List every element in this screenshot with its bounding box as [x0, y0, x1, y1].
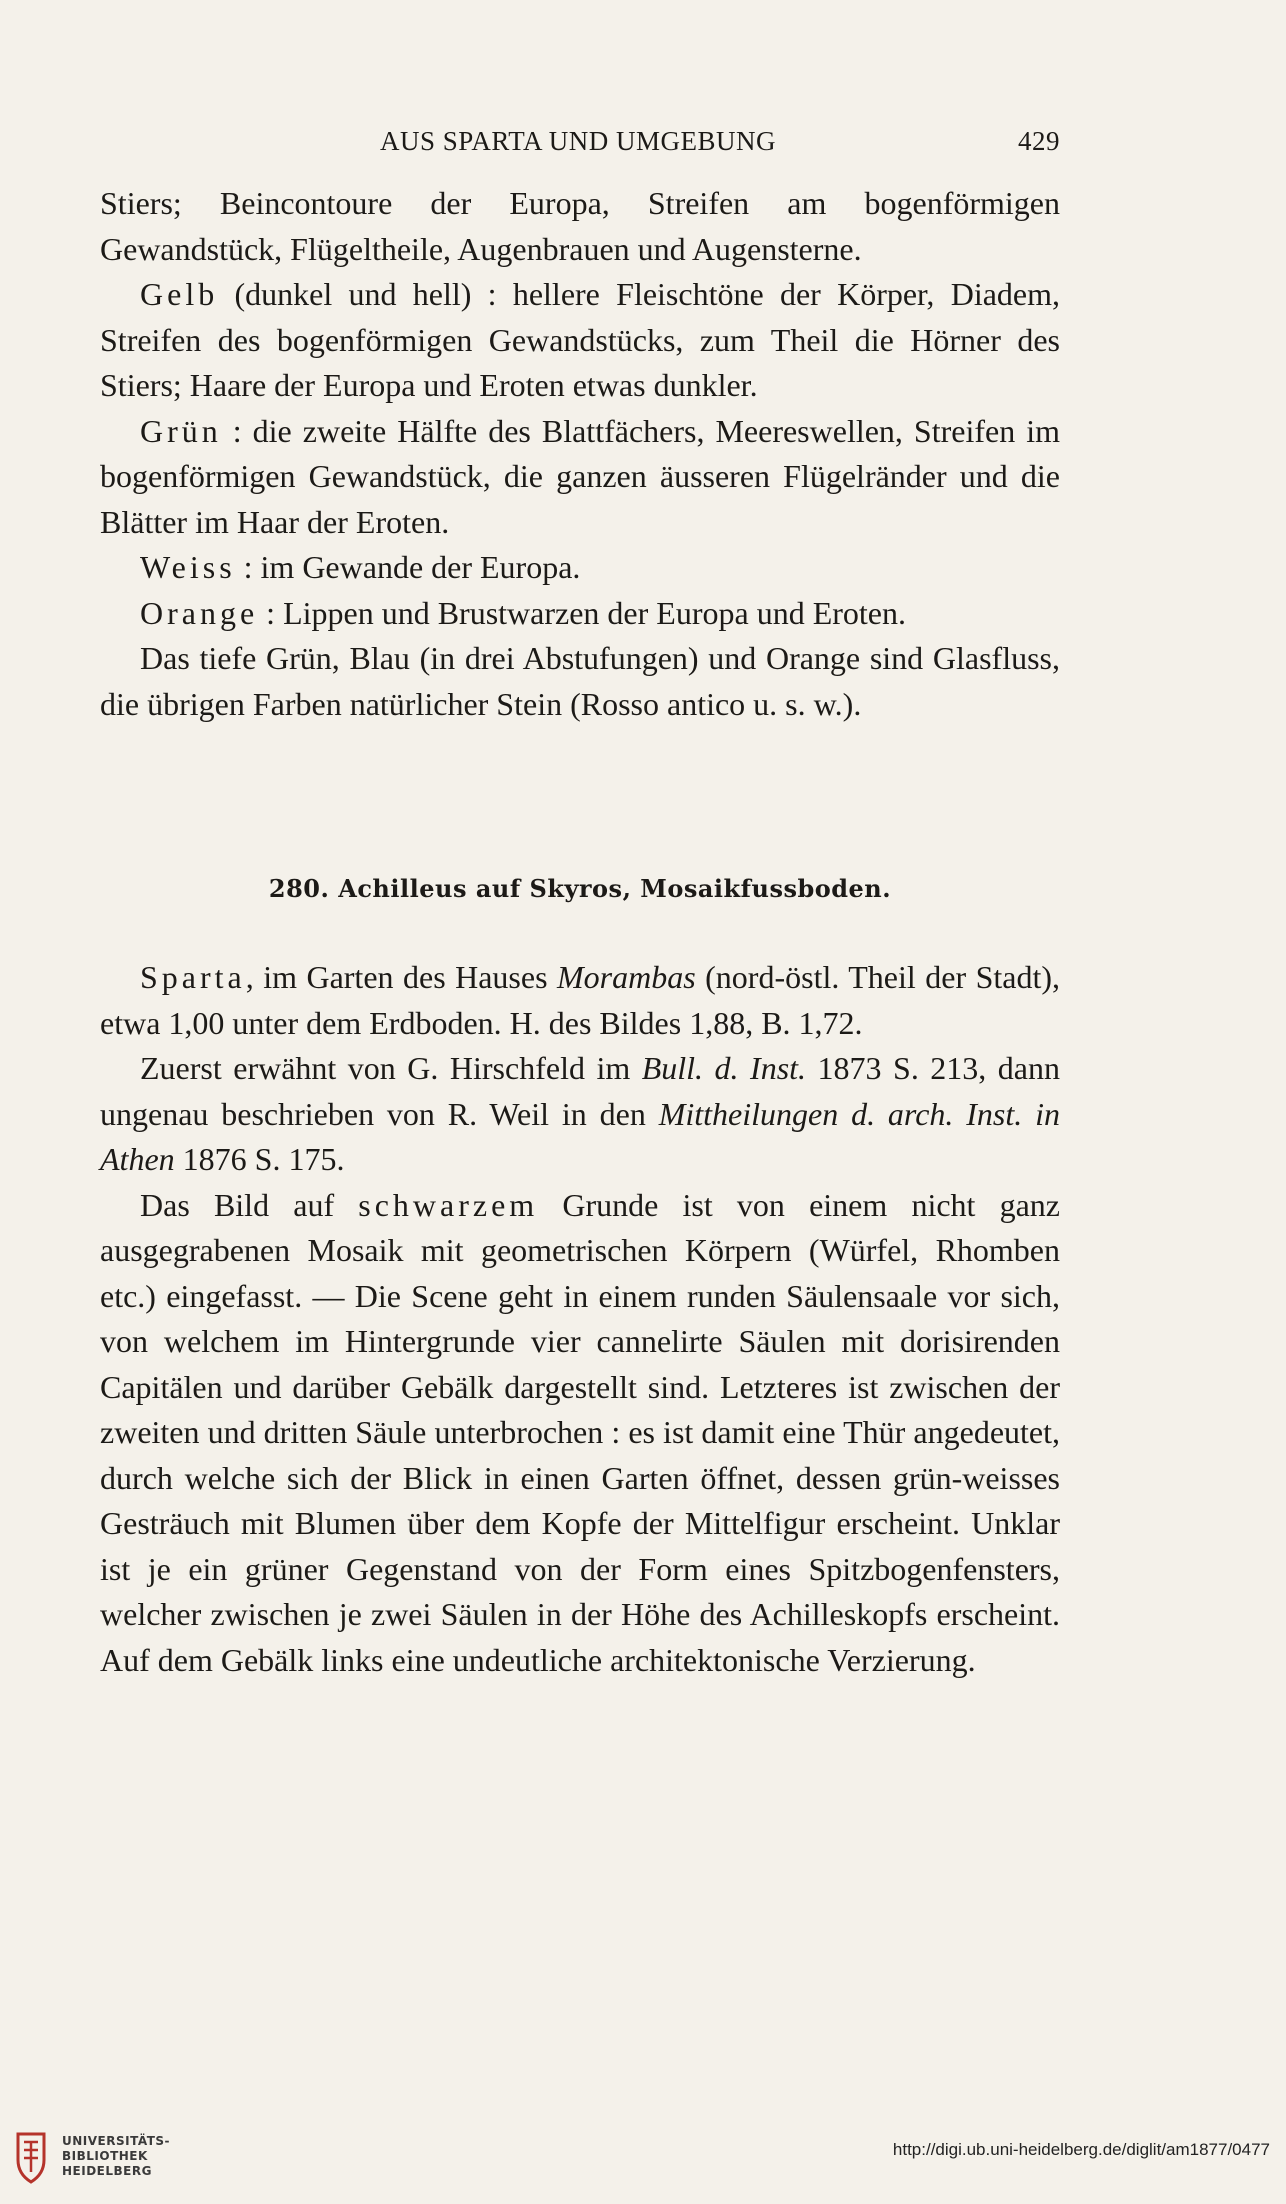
- color-term: Grün: [140, 412, 222, 449]
- italic-name: Morambas: [557, 959, 696, 995]
- paragraph: [100, 591, 1060, 637]
- running-head-title: AUS SPARTA UND UMGEBUNG: [380, 126, 777, 156]
- library-logo-icon: [14, 2130, 48, 2186]
- running-head: [100, 126, 1060, 166]
- paragraph-text: (nord-östl. Theil der Stadt), etwa 1,00 unter dem Erdboden. H. des Bildes 1,88, B. 1,72.: [100, 959, 1061, 1041]
- paragraph-text: 1873 S. 213, dann ungenau beschrieben von R. Weil in den: [100, 1050, 1060, 1132]
- paragraph-text: 1876 S. 175.: [174, 1141, 345, 1177]
- paragraph-text: Grunde ist von einem nicht ganz ausgegrabenen Mosaik mit geometrischen Körpern (Würfel, Rhomben etc.) eingefasst. — Die Scene geht in einem runden Säulensaale vor sich, von welchem im Hintergrunde vier cannelirte Säulen mit dorisirenden Capitälen und darüber Gebälk dargestellt sind. Letzteres ist zwischen der zweiten und dritten Säule unterbrochen : es ist damit eine Thür angedeutet, durch welche sich der Blick in einen Garten öffnet, dessen grün-weisses Gesträuch mit Blumen über dem Kopfe der Mittelfigur erscheint. Unklar ist je ein grüner Gegenstand von der Form eines Spitzbogenfensters, welcher zwischen je zwei Säulen in der Höhe des Achilleskopfs erscheint. Auf dem Gebälk links eine undeutliche architektonische Verzierung.: [100, 1186, 1060, 1678]
- paragraph-text: : Lippen und Brustwarzen der Europa und Eroten.: [258, 594, 906, 631]
- paragraph-text: : die zweite Hälfte des Blattfächers, Meereswellen, Streifen im bogenförmigen Gewandstück, die ganzen äusseren Flügelränder und die Blätter im Haar der Eroten.: [100, 412, 1060, 540]
- paragraph: [100, 545, 1060, 591]
- section-heading: 280. Achilleus auf Skyros, Mosaikfussboden.: [268, 874, 892, 903]
- color-term: Gelb: [140, 276, 219, 312]
- footer: [0, 2120, 1286, 2204]
- paragraph: [100, 1046, 1060, 1183]
- place-name: Sparta: [140, 959, 246, 995]
- paragraph: [100, 272, 1060, 409]
- color-term: Weiss: [140, 549, 236, 585]
- color-term: Orange: [140, 594, 259, 631]
- library-name-line: UNIVERSITÄTS-: [62, 2134, 171, 2148]
- library-name-line: HEIDELBERG: [62, 2164, 152, 2178]
- paragraph: [100, 1183, 1060, 1684]
- text-block-entry: [100, 955, 1060, 1683]
- paragraph-text: (dunkel und hell) : hellere Fleischtöne der Körper, Diadem, Streifen des bogenförmigen Gewandstücks, zum Theil die Hörner des Stiers; Haare der Europa und Eroten etwas dunkler.: [100, 276, 1060, 403]
- paragraph-text: , im Garten des Hauses: [245, 959, 558, 995]
- paragraph-text: Zuerst erwähnt von G. Hirschfeld im: [140, 1050, 642, 1086]
- page-number: 429: [1018, 126, 1060, 156]
- library-name: [62, 2134, 170, 2179]
- italic-citation: Bull. d. Inst.: [641, 1050, 807, 1086]
- source-url[interactable]: http://digi.ub.uni-heidelberg.de/diglit/am1877/0477: [892, 2140, 1270, 2159]
- text-block-colors: [100, 181, 1060, 727]
- italic-citation: Mittheilungen d. arch. Inst. in Athen: [100, 1095, 1061, 1177]
- paragraph: Stiers; Beincontoure der Europa, Streifen am bogenförmigen Gewandstück, Flügeltheile, Augenbrauen und Augensterne.: [100, 185, 1060, 267]
- spaced-word: schwarzem: [358, 1186, 539, 1223]
- paragraph-text: : im Gewande der Europa.: [235, 549, 581, 585]
- paragraph: [100, 955, 1060, 1046]
- paragraph: Das tiefe Grün, Blau (in drei Abstufungen) und Orange sind Glasfluss, die übrigen Farben natürlicher Stein (Rosso antico u. s. w.).: [100, 640, 1060, 722]
- paragraph-text: Das Bild auf: [140, 1186, 359, 1223]
- paragraph: [100, 409, 1060, 546]
- library-name-line: BIBLIOTHEK: [62, 2149, 148, 2163]
